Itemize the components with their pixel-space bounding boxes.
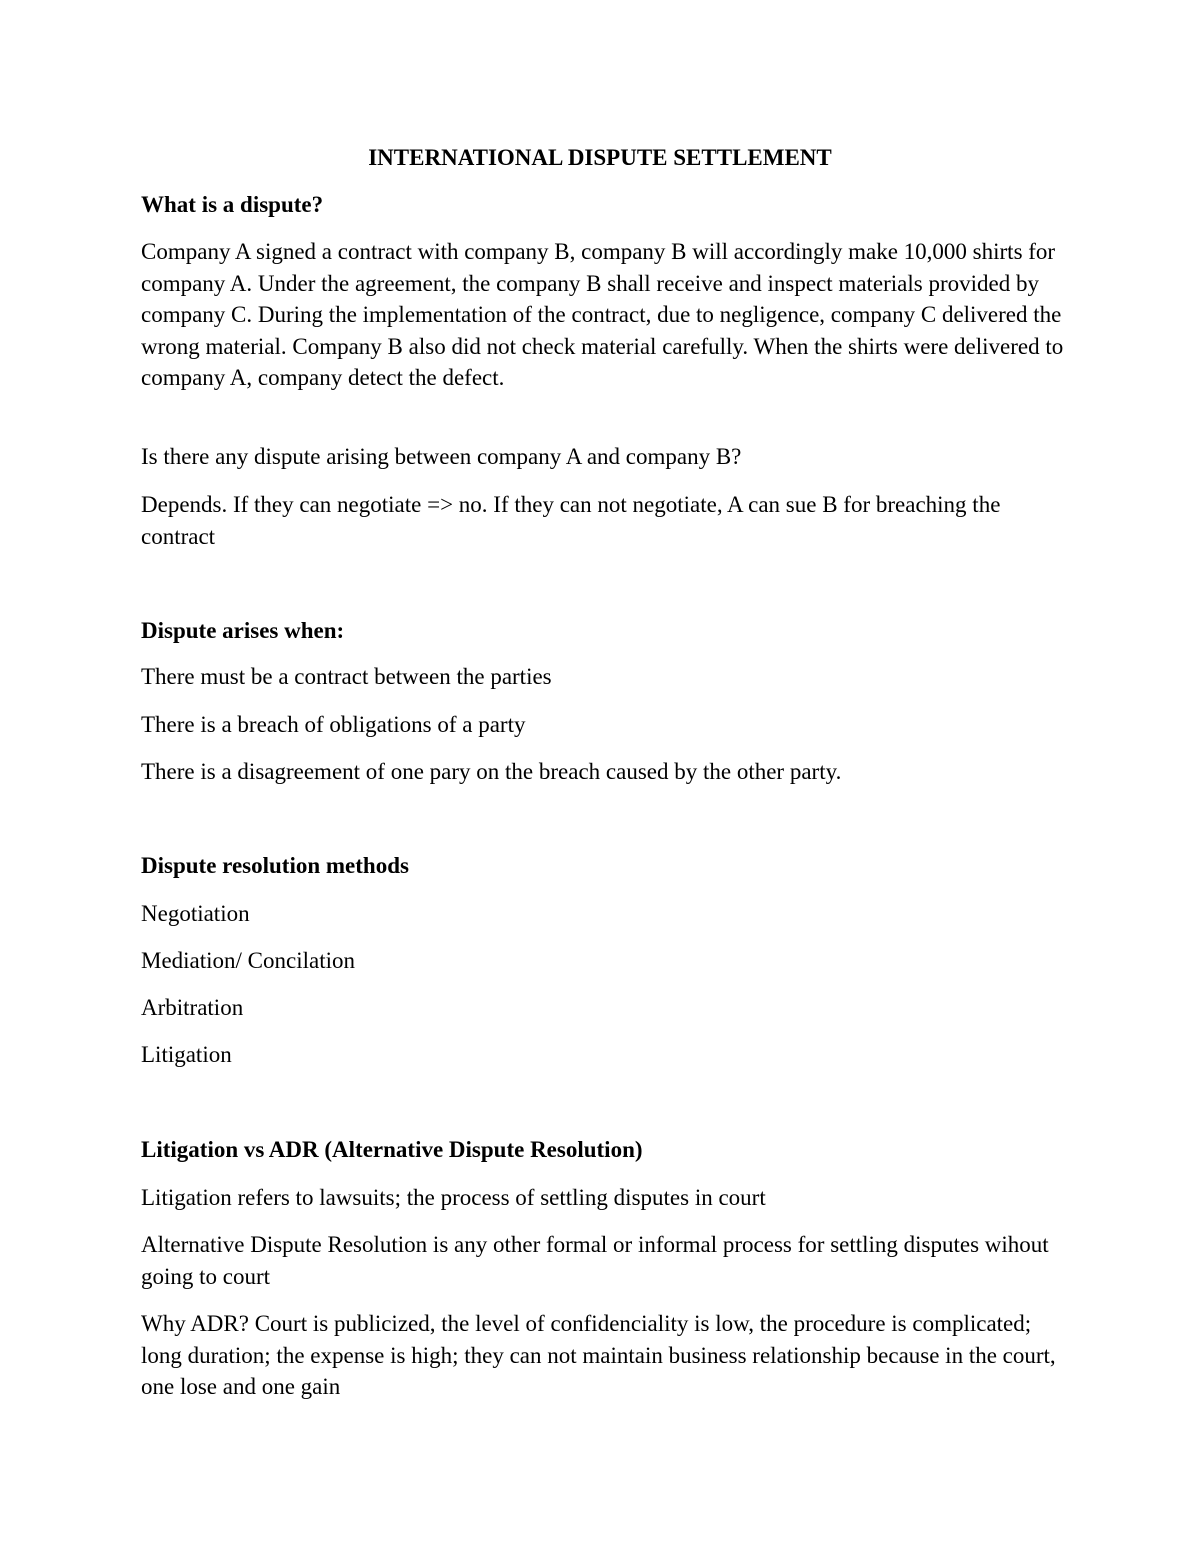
method-item: Negotiation (141, 901, 250, 926)
section-heading-dispute-arises: Dispute arises when: (141, 618, 345, 643)
method-item: Mediation/ Concilation (141, 948, 355, 973)
adr-paragraph: Alternative Dispute Resolution is any other formal or informal process for settling disputes wihout going to court (141, 1232, 1049, 1289)
example-question: Is there any dispute arising between company A and company B? (141, 444, 742, 469)
condition-item: There is a disagreement of one pary on the breach caused by the other party. (141, 759, 842, 784)
adr-paragraph: Litigation refers to lawsuits; the process of settling disputes in court (141, 1185, 766, 1210)
document-title: INTERNATIONAL DISPUTE SETTLEMENT (368, 145, 832, 170)
condition-item: There is a breach of obligations of a party (141, 712, 526, 737)
adr-paragraph: Why ADR? Court is publicized, the level of confidenciality is low, the procedure is complicated; long duration; the expense is high; they can not maintain business relationship because in the court, one lose and one gain (141, 1311, 1056, 1399)
condition-item: There must be a contract between the parties (141, 664, 552, 689)
section-heading-resolution-methods: Dispute resolution methods (141, 853, 409, 878)
method-item: Litigation (141, 1042, 232, 1067)
section-heading-what-is-dispute: What is a dispute? (141, 192, 324, 217)
method-item: Arbitration (141, 995, 244, 1020)
section-heading-litigation-vs-adr: Litigation vs ADR (Alternative Dispute Resolution) (141, 1137, 643, 1162)
example-answer: Depends. If they can negotiate => no. If they can not negotiate, A can sue B for breaching the contract (141, 492, 1001, 549)
example-paragraph: Company A signed a contract with company B, company B will accordingly make 10,000 shirts for company A. Under the agreement, the company B shall receive and inspect materials provided by company C. During the implementation of the contract, due to negligence, company C delivered the wrong material. Company B also did not check material carefully. When the shirts were delivered to company A, company detect the defect. (141, 239, 1064, 390)
